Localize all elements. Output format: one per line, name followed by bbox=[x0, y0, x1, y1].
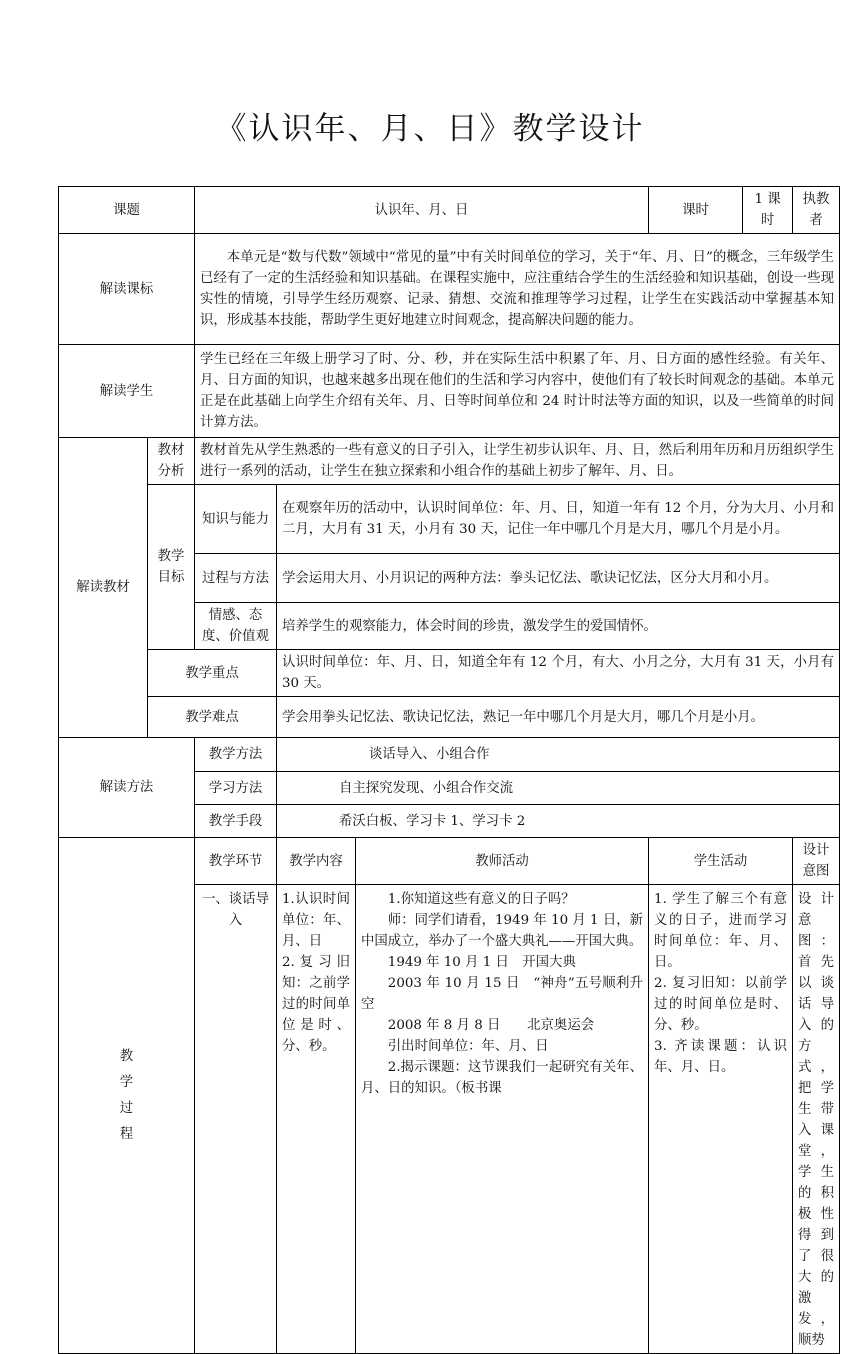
analysis-label: 教材分析 bbox=[148, 438, 195, 485]
textbook-analysis-row bbox=[59, 438, 840, 485]
content-item: 2.复习旧知：之前学过的时间单位是时、分、秒。 bbox=[282, 955, 350, 1054]
key-point-label: 教学重点 bbox=[148, 650, 277, 697]
method-value: 自主探究发现、小组合作交流 bbox=[277, 772, 840, 805]
student-item: 3. 齐读课题：认识年、月、日。 bbox=[654, 1039, 788, 1075]
method-label: 学习方法 bbox=[195, 772, 277, 805]
goal-text: 学会运用大月、小月识记的两种方法：拳头记忆法、歌诀记忆法，区分大月和小月。 bbox=[277, 554, 840, 603]
topic-value: 认识年、月、日 bbox=[195, 187, 649, 234]
difficulty-text: 学会用拳头记忆法、歌诀记忆法，熟记一年中哪几个月是大月，哪几个月是小月。 bbox=[277, 697, 840, 738]
goal-label: 过程与方法 bbox=[195, 554, 277, 603]
key-point-text: 认识时间单位：年、月、日，知道全年有 12 个月，有大、小月之分，大月有 31 天，小月有 30 天。 bbox=[277, 650, 840, 697]
difficulty-label: 教学难点 bbox=[148, 697, 277, 738]
goal-label: 知识与能力 bbox=[195, 485, 277, 554]
students-text: 学生已经在三年级上册学习了时、分、秒，并在实际生活中积累了年、月、日方面的感性经验。有关年、月、日方面的知识，也越来越多出现在他们的生活和学习内容中，使他们有了较长时间观念的基础。本单元正是在此基础上向学生介绍有关年、月、日等时间单位和 24 时计时法等方面的知识，以及一些简单的时间计算方法。 bbox=[195, 345, 840, 438]
goal-text: 在观察年历的活动中，认识时间单位：年、月、日，知道一年有 12 个月，分为大月、小月和二月，大月有 31 天，小月有 30 天，记住一年中哪几个月是大月，哪几个月是小月。 bbox=[277, 485, 840, 554]
period-label: 课时 bbox=[649, 187, 743, 234]
students-label: 解读学生 bbox=[59, 345, 195, 438]
textbook-label: 解读教材 bbox=[59, 438, 148, 738]
lesson-plan-table bbox=[58, 186, 840, 1354]
methods-label: 解读方法 bbox=[59, 738, 195, 838]
student-cell bbox=[649, 885, 793, 1354]
stage-cell: 一、谈话导入 bbox=[195, 885, 277, 1354]
method-label: 教学手段 bbox=[195, 805, 277, 838]
teacher-item: 1949 年 10 月 1 日 开国大典 bbox=[387, 955, 576, 970]
process-header-row bbox=[59, 838, 840, 885]
method-value: 谈话导入、小组合作 bbox=[277, 738, 840, 772]
key-point-row bbox=[59, 650, 840, 697]
content-cell bbox=[277, 885, 356, 1354]
method-label: 教学方法 bbox=[195, 738, 277, 772]
page-title: 《认识年、月、日》教学设计 bbox=[215, 111, 645, 147]
analysis-text: 教材首先从学生熟悉的一些有意义的日子引入，让学生初步认识年、月、日，然后利用年历和月历组织学生进行一系列的活动，让学生在独立探索和小组合作的基础上初步了解年、月、日。 bbox=[195, 438, 840, 485]
method-row bbox=[59, 738, 840, 772]
teacher-item: 2008 年 8 月 8 日 北京奥运会 bbox=[387, 1018, 595, 1033]
method-value: 希沃白板、学习卡 1、学习卡 2 bbox=[277, 805, 840, 838]
column-header: 学生活动 bbox=[649, 838, 793, 885]
period-value: 1 课时 bbox=[743, 187, 793, 234]
teacher-item: 2.揭示课题：这节课我们一起研究有关年、月、日的知识。（板书课 bbox=[361, 1060, 644, 1096]
teacher-item: 2003 年 10 月 15 日 “神舟”五号顺利升空 bbox=[361, 976, 644, 1012]
student-item: 1. 学生了解三个有意义的日子，进而学习时间单位：年、月、日。 bbox=[654, 892, 788, 970]
teacher-label: 执教者 bbox=[793, 187, 840, 234]
students-row bbox=[59, 345, 840, 438]
goal-label: 情感、态度、价值观 bbox=[195, 603, 277, 650]
process-label: 教学过程 bbox=[59, 838, 195, 1354]
goal-row bbox=[59, 485, 840, 554]
curriculum-row bbox=[59, 234, 840, 345]
content-item: 1.认识时间单位：年、月、日 bbox=[282, 892, 350, 949]
column-header: 设计意图 bbox=[793, 838, 840, 885]
teacher-item: 师：同学们请看，1949 年 10 月 1 日，新中国成立，举办了一个盛大典礼——开国大典。 bbox=[361, 913, 644, 949]
column-header: 教师活动 bbox=[356, 838, 649, 885]
goal-text: 培养学生的观察能力，体会时间的珍贵，激发学生的爱国情怀。 bbox=[277, 603, 840, 650]
difficulty-row bbox=[59, 697, 840, 738]
header-row bbox=[59, 187, 840, 234]
curriculum-label: 解读课标 bbox=[59, 234, 195, 345]
teacher-item: 1.你知道这些有意义的日子吗？ bbox=[387, 892, 575, 907]
intent-cell: 设计意图：首先以谈话导入的方式，把学生带入课堂，学生的积极性得到了很大的激发，顺势 bbox=[793, 885, 840, 1354]
teacher-item: 引出时间单位：年、月、日 bbox=[387, 1039, 549, 1054]
topic-label: 课题 bbox=[59, 187, 195, 234]
student-item: 2. 复习旧知：以前学过的时间单位是时、分、秒。 bbox=[654, 976, 788, 1033]
teacher-cell bbox=[356, 885, 649, 1354]
goals-label: 教学目标 bbox=[148, 485, 195, 650]
column-header: 教学内容 bbox=[277, 838, 356, 885]
curriculum-text: 本单元是“数与代数”领域中“常见的量”中有关时间单位的学习，关于“年、月、日”的概念，三年级学生已经有了一定的生活经验和知识基础。在课程实施中，应注重结合学生的生活经验和知识基础，创设一些现实性的情境，引导学生经历观察、记录、猜想、交流和推理等学习过程，让学生在实践活动中掌握基本知识，形成基本技能，帮助学生更好地建立时间观念，提高解决问题的能力。 bbox=[195, 234, 840, 345]
column-header: 教学环节 bbox=[195, 838, 277, 885]
